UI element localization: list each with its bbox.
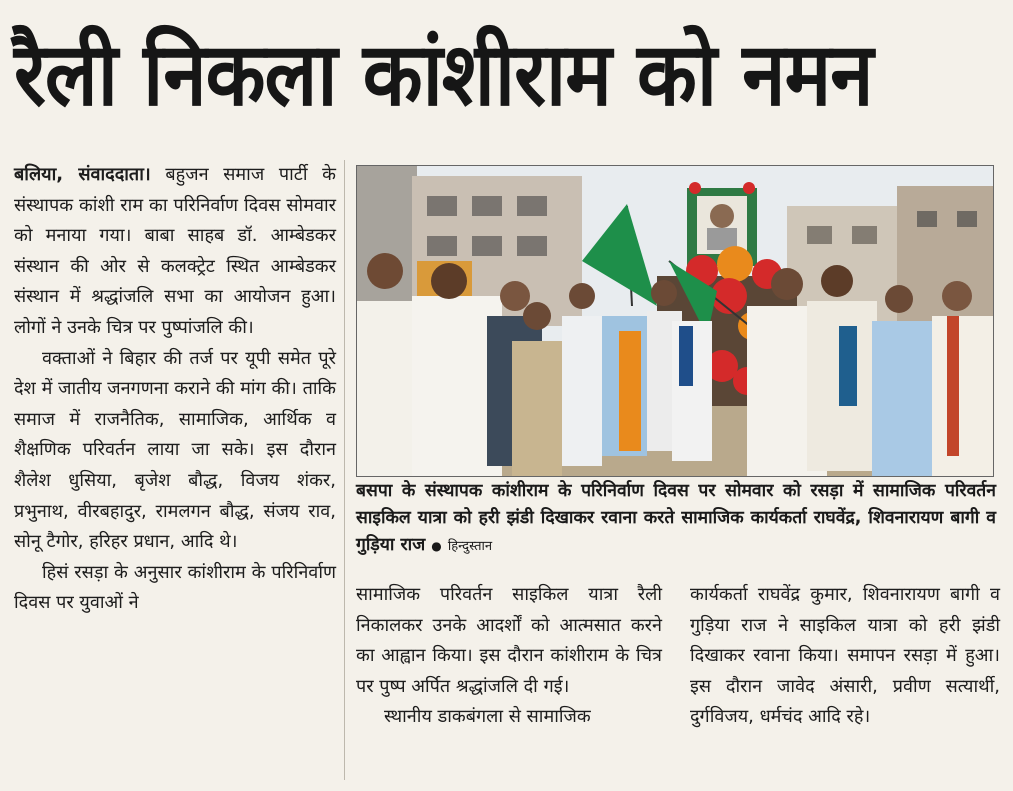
credit-dot-icon: ● [431, 539, 442, 553]
dateline: बलिया, संवाददाता। [14, 164, 151, 185]
photo-caption [356, 478, 996, 560]
news-photo [356, 165, 994, 477]
paragraph-6: कार्यकर्ता राघवेंद्र कुमार, शिवनारायण बागी व गुड़िया राज ने साइकिल यात्रा को हरी झंडी दिखाकर रवाना किया। समापन रसड़ा में हुआ। इस दौरान जावेद अंसारी, प्रवीण सत्यार्थी, दुर्गविजय, धर्मचंद आदि रहे। [690, 584, 1000, 728]
headline: रैली निकला कांशीराम को नमन [14, 25, 873, 127]
article-column-3 [690, 580, 1000, 733]
photo-credit: हिन्दुस्तान [447, 539, 493, 554]
paragraph-3: हिसं रसड़ा के अनुसार कांशीराम के परिनिर्वाण दिवस पर युवाओं ने [14, 561, 336, 614]
article-column-1 [14, 160, 336, 619]
paragraph-4: सामाजिक परिवर्तन साइकिल यात्रा रैली निकालकर उनके आदर्शों को आत्मसात करने का आह्वान किया। इस दौरान कांशीराम के चित्र पर पुष्प अर्पित श्रद्धांजलि दी गई। [356, 584, 662, 697]
paragraph-2: वक्ताओं ने बिहार की तर्ज पर यूपी समेत पूरे देश में जातीय जनगणना कराने की मांग की। ताकि समाज में राजनैतिक, सामाजिक, आर्थिक व शैक्षणिक परिवर्तन लाया जा सके। इस दौरान शैलेश धुसिया, बृजेश बौद्ध, विजय शंकर, प्रभुनाथ, वीरबहादुर, रामलगन बौद्ध, संजय राव, सोनू टैगोर, हरिहर प्रधान, आदि थे। [14, 347, 336, 553]
article-column-2 [356, 580, 662, 733]
paragraph-5: स्थानीय डाकबंगला से सामाजिक [384, 706, 591, 728]
column-divider [344, 160, 345, 780]
caption-text: बसपा के संस्थापक कांशीराम के परिनिर्वाण दिवस पर सोमवार को रसड़ा में सामाजिक परिवर्तन साइकिल यात्रा को हरी झंडी दिखाकर रवाना करते सामाजिक कार्यकर्ता राघवेंद्र, शिवनारायण बागी व गुड़िया राज [356, 481, 996, 555]
paragraph-lead [14, 160, 336, 344]
lead-text: बहुजन समाज पार्टी के संस्थापक कांशी राम का परिनिर्वाण दिवस सोमवार को मनाया गया। बाबा साहब डॉ. आम्बेडकर संस्थान की ओर से कलक्ट्रेट स्थित आम्बेडकर संस्थान में श्रद्धांजलि सभा का आयोजन हुआ। लोगों ने उनके चित्र पर पुष्पांजलि की। [14, 164, 336, 338]
